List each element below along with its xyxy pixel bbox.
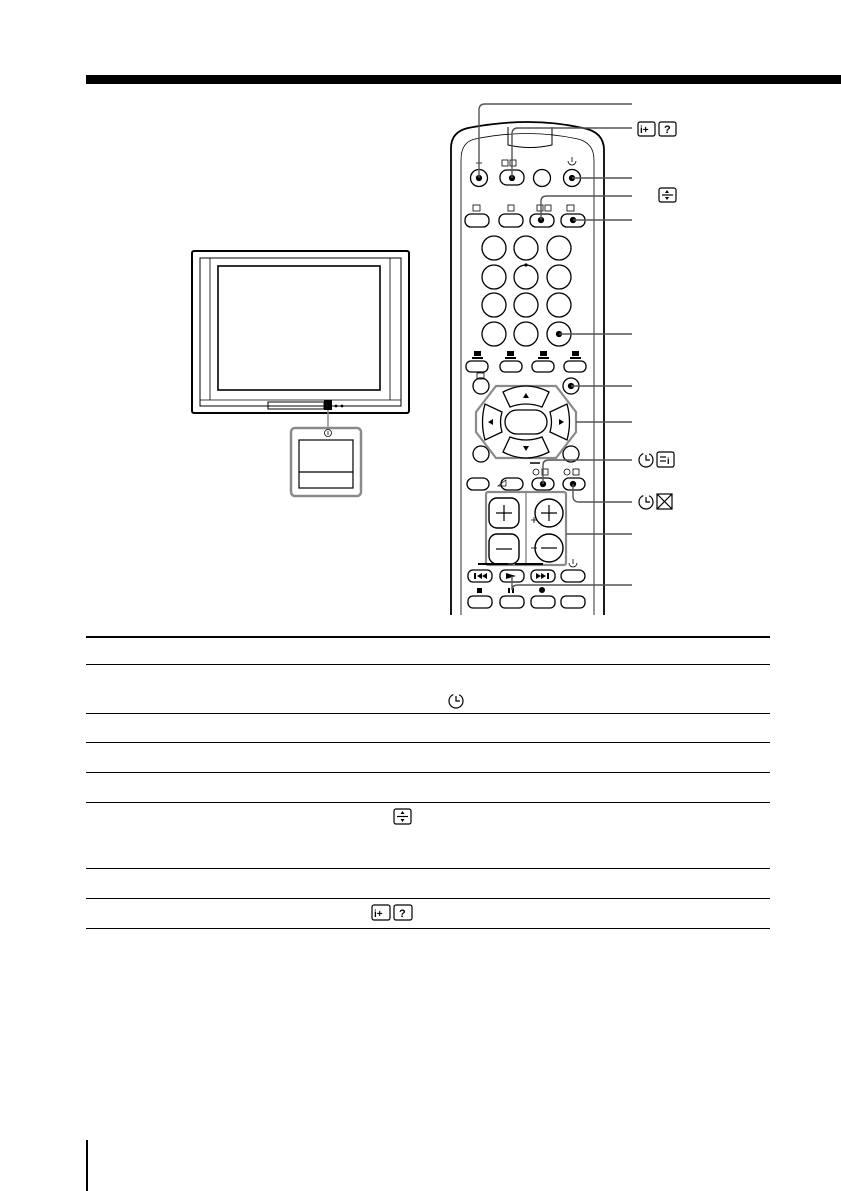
table-row-rule bbox=[86, 898, 770, 899]
info-help-icon bbox=[371, 904, 415, 922]
svg-text:i+: i+ bbox=[374, 909, 383, 920]
remote-top-row-labels bbox=[476, 157, 576, 166]
timer-row-labels bbox=[530, 463, 579, 475]
table-row-rule bbox=[86, 713, 770, 714]
teletext-hold-icon bbox=[393, 808, 413, 826]
table-row-rule bbox=[86, 772, 770, 773]
timer-row bbox=[467, 478, 585, 490]
svg-text:?: ? bbox=[664, 124, 671, 136]
teletext-hold-icon bbox=[659, 188, 676, 202]
table-header-rule bbox=[86, 664, 770, 665]
timer-icon bbox=[446, 692, 466, 710]
svg-text:?: ? bbox=[399, 908, 406, 920]
timer-teletext-icon bbox=[639, 452, 674, 467]
page-margin-rule bbox=[86, 1140, 88, 1191]
tv-illustration bbox=[192, 251, 409, 413]
remote-top-row bbox=[471, 170, 581, 187]
table-top-rule bbox=[86, 636, 770, 638]
remote-second-row-labels bbox=[473, 205, 574, 211]
table-bottom-rule bbox=[86, 928, 770, 929]
rockers bbox=[486, 480, 566, 565]
table-row-rule bbox=[86, 868, 770, 869]
transport-labels bbox=[569, 559, 577, 567]
number-pad bbox=[482, 236, 571, 346]
table-row-rule bbox=[86, 742, 770, 743]
power-switch-callout bbox=[291, 400, 361, 496]
table-row-rule bbox=[86, 802, 770, 803]
timer-cancel-icon bbox=[639, 494, 672, 509]
remote-second-row bbox=[465, 214, 585, 227]
svg-text:i: i bbox=[667, 456, 670, 466]
info-help-icon bbox=[638, 122, 676, 136]
joystick bbox=[476, 386, 576, 458]
svg-text:i+: i+ bbox=[640, 125, 649, 136]
fastext-labels bbox=[472, 351, 581, 359]
fastext-buttons bbox=[466, 361, 586, 372]
